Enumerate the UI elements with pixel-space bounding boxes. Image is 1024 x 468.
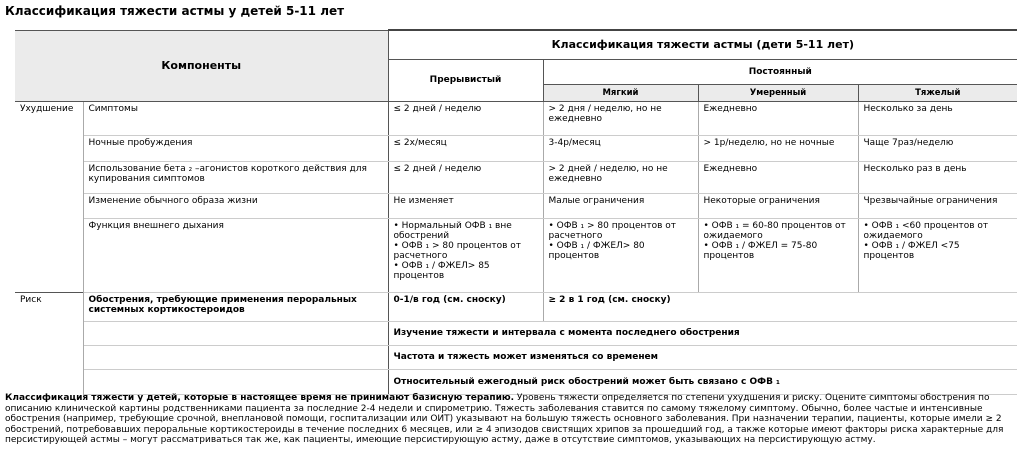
list-item: • ОФВ ₁ > 80 процентов от расчетного	[548, 220, 677, 241]
intermittent-cell	[388, 218, 543, 292]
mild-cell: Малые ограничения	[543, 193, 698, 218]
table-row	[15, 161, 1017, 193]
component-cell: Использование бета ₂ –агонистов короткого действия для купирования симптомов	[83, 161, 388, 193]
risk-note: Изучение тяжести и интервала с момента последнего обострения	[388, 321, 1017, 345]
moderate-header: Умеренный	[698, 84, 858, 101]
severe-cell: Несколько раз в день	[858, 161, 1017, 193]
moderate-cell: > 1р/неделю, но не ночные	[698, 135, 858, 161]
persistent-header: Постоянный	[543, 59, 1017, 84]
footnote-bold: Классификация тяжести у детей, которые в настоящее время не принимают базисную терапию.	[5, 393, 515, 403]
component-cell: Ночные пробуждения	[83, 135, 388, 161]
classification-header: Классификация тяжести астмы (дети 5-11 лет)	[388, 30, 1017, 59]
severe-cell: Несколько за день	[858, 101, 1017, 135]
list-item: • ОФВ ₁ <60 процентов от ожидаемого	[863, 220, 989, 241]
intermittent-header: Прерывистый	[388, 59, 543, 101]
table-row	[15, 135, 1017, 161]
mild-cell: > 2 дней / неделю, но не ежедневно	[543, 161, 698, 193]
list-item: • Нормальный ОФВ ₁ вне обострений	[393, 220, 512, 241]
list-item: • ОФВ ₁ = 60-80 процентов от ожидаемого	[703, 220, 846, 241]
impairment-category: Ухудшение	[15, 101, 83, 292]
intermittent-cell: ≤ 2х/месяц	[388, 135, 543, 161]
intermittent-cell: Не изменяет	[388, 193, 543, 218]
component-cell: Функция внешнего дыхания	[83, 218, 388, 292]
table-row	[15, 345, 1017, 369]
severe-cell	[858, 218, 1017, 292]
moderate-cell: Ежедневно	[698, 161, 858, 193]
persistent-cell: ≥ 2 в 1 год (см. сноску)	[543, 292, 1017, 321]
table-row	[15, 193, 1017, 218]
list-item: • ОФВ ₁ / ФЖЕЛ = 75-80 процентов	[703, 240, 818, 261]
moderate-cell: Некоторые ограничения	[698, 193, 858, 218]
mild-cell	[543, 218, 698, 292]
component-cell: Симптомы	[83, 101, 388, 135]
severe-cell: Чаще 7раз/неделю	[858, 135, 1017, 161]
component-cell: Обострения, требующие применения пероральных системных кортикостероидов	[83, 292, 388, 321]
table-row	[15, 321, 1017, 345]
intermittent-cell: ≤ 2 дней / неделю	[388, 161, 543, 193]
mild-header: Мягкий	[543, 84, 698, 101]
severe-cell: Чрезвычайные ограничения	[858, 193, 1017, 218]
intermittent-cell: ≤ 2 дней / неделю	[388, 101, 543, 135]
intermittent-cell: 0-1/в год (см. сноску)	[388, 292, 543, 321]
footnote-text: Уровень тяжести определяется по степени ухудшения и риску. Оцените симптомы обострения по описанию клинической картины родственниками пациента за последние 2-4 недели и спирометрию. Тяжесть заболевания ставится по самому тяжелому симптому. Обычно, более частые и интенсивные обострения (например, требующие срочной, внеплановой помощи, госпитализации или ОИТ) указывают на большую тяжесть основного заболевания. При назначении терапии, пациенты, которые имели ≥ 2 обострений, потребовавших пероральные кортикостероиды в течение последних 6 месяцев, или ≥ 4 эпизодов свистящих хрипов за прошедший год, а также которые имеют факторы риска характерные для персистирующей астмы – могут рассматриваться так же, как пациенты, имеющие персистирующую астму, даже в отсутствие симптомов, указывающих на персистирующую астму.	[5, 393, 1004, 446]
table-row	[15, 101, 1017, 135]
list-item: • ОФВ ₁ / ФЖЕЛ <75 процентов	[863, 240, 960, 261]
risk-note: Относительный ежегодный риск обострений может быть связано с ОФВ ₁	[388, 369, 1017, 394]
moderate-cell	[698, 218, 858, 292]
footnote	[5, 393, 1019, 446]
risk-note: Частота и тяжесть может изменяться со временем	[388, 345, 1017, 369]
page-title: Классификация тяжести астмы у детей 5-11 лет	[5, 4, 345, 18]
severe-header: Тяжелый	[858, 84, 1017, 101]
table-row	[15, 369, 1017, 394]
moderate-cell: Ежедневно	[698, 101, 858, 135]
severity-table	[15, 29, 1017, 395]
list-item: • ОФВ ₁ > 80 процентов от расчетного	[393, 240, 522, 261]
mild-cell: 3-4р/месяц	[543, 135, 698, 161]
components-header: Компоненты	[15, 30, 388, 101]
table-row	[15, 218, 1017, 292]
component-cell: Изменение обычного образа жизни	[83, 193, 388, 218]
risk-category: Риск	[15, 292, 83, 394]
list-item: • ОФВ ₁ / ФЖЕЛ> 85 процентов	[393, 260, 490, 281]
mild-cell: > 2 дня / неделю, но не ежедневно	[543, 101, 698, 135]
list-item: • ОФВ ₁ / ФЖЕЛ> 80 процентов	[548, 240, 645, 261]
table-row	[15, 292, 1017, 321]
